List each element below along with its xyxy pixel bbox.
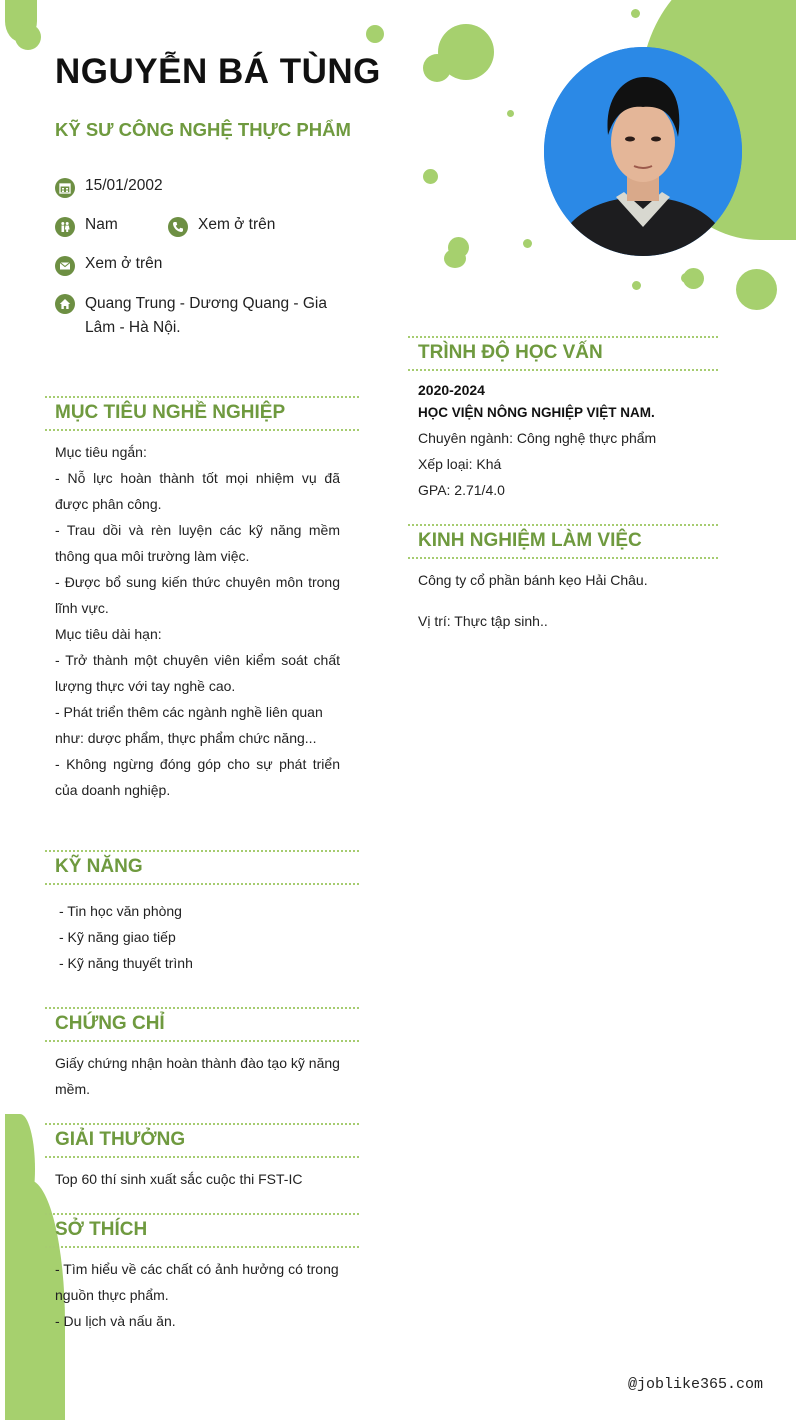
objective-line: - Nỗ lực hoàn thành tốt mọi nhiệm vụ đã được phân công. xyxy=(55,470,340,512)
education-rank: Xếp loại: Khá xyxy=(418,456,502,472)
education-years: 2020-2024 xyxy=(418,382,485,398)
certificates-body xyxy=(55,1050,345,1102)
birthdate-row xyxy=(55,177,163,198)
education-body xyxy=(418,379,718,503)
experience-position: Vị trí: Thực tập sinh.. xyxy=(418,613,548,629)
decor-dot xyxy=(632,281,641,290)
decor-dot xyxy=(507,110,514,117)
decor-dot xyxy=(423,54,451,82)
experience-body xyxy=(418,567,718,634)
birthdate-value: 15/01/2002 xyxy=(85,177,163,194)
phone-icon xyxy=(168,217,188,237)
education-major: Chuyên ngành: Công nghệ thực phẩm xyxy=(418,430,657,446)
education-gpa: GPA: 2.71/4.0 xyxy=(418,482,505,498)
address-value: Quang Trung - Dương Quang - Gia Lâm - Hà Nội. xyxy=(85,295,327,336)
decor-dot xyxy=(631,9,640,18)
education-heading xyxy=(408,336,718,371)
email-icon xyxy=(55,256,75,276)
objective-line: - Được bổ sung kiến thức chuyên môn trong lĩnh vực. xyxy=(55,574,340,616)
email-row xyxy=(55,255,162,276)
objective-heading xyxy=(45,396,359,431)
education-school: HỌC VIỆN NÔNG NGHIỆP VIỆT NAM. xyxy=(418,405,655,420)
awards-body xyxy=(55,1166,345,1192)
objective-heading-text: MỤC TIÊU NGHỀ NGHIỆP xyxy=(55,402,286,423)
calendar-icon xyxy=(55,178,75,198)
watermark-handle: @joblike365.com xyxy=(628,1376,764,1393)
decor-dot xyxy=(366,25,384,43)
decor-dot xyxy=(523,239,532,248)
hobby-item: - Du lịch và nấu ăn. xyxy=(55,1313,176,1329)
gender-value: Nam xyxy=(85,216,118,233)
job-title: KỸ SƯ CÔNG NGHỆ THỰC PHẨM xyxy=(55,119,351,140)
hobby-item: - Tìm hiểu về các chất có ảnh hưởng có trong nguồn thực phẩm. xyxy=(55,1261,339,1303)
experience-heading xyxy=(408,524,718,559)
skills-heading-text: KỸ NĂNG xyxy=(55,856,143,877)
decor-dot xyxy=(681,273,691,283)
phone-row xyxy=(168,216,275,237)
address-row xyxy=(55,294,345,340)
full-name: NGUYỄN BÁ TÙNG xyxy=(55,52,381,91)
hobbies-heading xyxy=(45,1213,359,1248)
award-item: Top 60 thí sinh xuất sắc cuộc thi FST-IC xyxy=(55,1171,303,1187)
decor-dot xyxy=(736,269,777,310)
decor-dot xyxy=(15,24,41,50)
certificate-item: Giấy chứng nhận hoàn thành đào tạo kỹ năng mềm. xyxy=(55,1055,340,1097)
decor-dot xyxy=(423,169,438,184)
decor-blob-bottom-left-top xyxy=(5,1114,35,1224)
objective-line: Mục tiêu dài hạn: xyxy=(55,626,162,642)
skills-heading xyxy=(45,850,359,885)
objective-line: - Trau dồi và rèn luyện các kỹ năng mềm thông qua môi trường làm việc. xyxy=(55,522,340,564)
objective-line: - Trở thành một chuyên viên kiểm soát chất lượng thực với tay nghề cao. xyxy=(55,652,340,694)
email-value: Xem ở trên xyxy=(85,255,163,272)
objective-body xyxy=(55,439,340,803)
objective-line: - Phát triển thêm các ngành nghề liên quan như: dược phẩm, thực phẩm chức năng... xyxy=(55,704,323,746)
certificates-heading xyxy=(45,1007,359,1042)
awards-heading-text: GIẢI THƯỞNG xyxy=(55,1129,186,1150)
phone-value: Xem ở trên xyxy=(198,216,276,233)
gender-row xyxy=(55,216,118,237)
skills-list xyxy=(59,898,344,976)
experience-heading-text: KINH NGHIỆM LÀM VIỆC xyxy=(418,530,642,551)
portrait-image xyxy=(544,47,742,256)
skill-item: - Kỹ năng thuyết trình xyxy=(59,955,193,971)
certificates-heading-text: CHỨNG CHỈ xyxy=(55,1013,165,1034)
skill-item: - Tin học văn phòng xyxy=(59,903,182,919)
profile-photo xyxy=(544,47,742,256)
hobbies-heading-text: SỞ THÍCH xyxy=(55,1219,148,1240)
home-icon xyxy=(55,294,75,314)
gender-icon xyxy=(55,217,75,237)
objective-line: - Không ngừng đóng góp cho sự phát triển của doanh nghiệp. xyxy=(55,756,340,798)
decor-dot xyxy=(444,249,466,268)
education-heading-text: TRÌNH ĐỘ HỌC VẤN xyxy=(418,342,603,363)
hobbies-body xyxy=(55,1256,345,1334)
awards-heading xyxy=(45,1123,359,1158)
objective-line: Mục tiêu ngắn: xyxy=(55,444,147,460)
experience-company: Công ty cổ phần bánh kẹo Hải Châu. xyxy=(418,572,648,588)
skill-item: - Kỹ năng giao tiếp xyxy=(59,929,176,945)
